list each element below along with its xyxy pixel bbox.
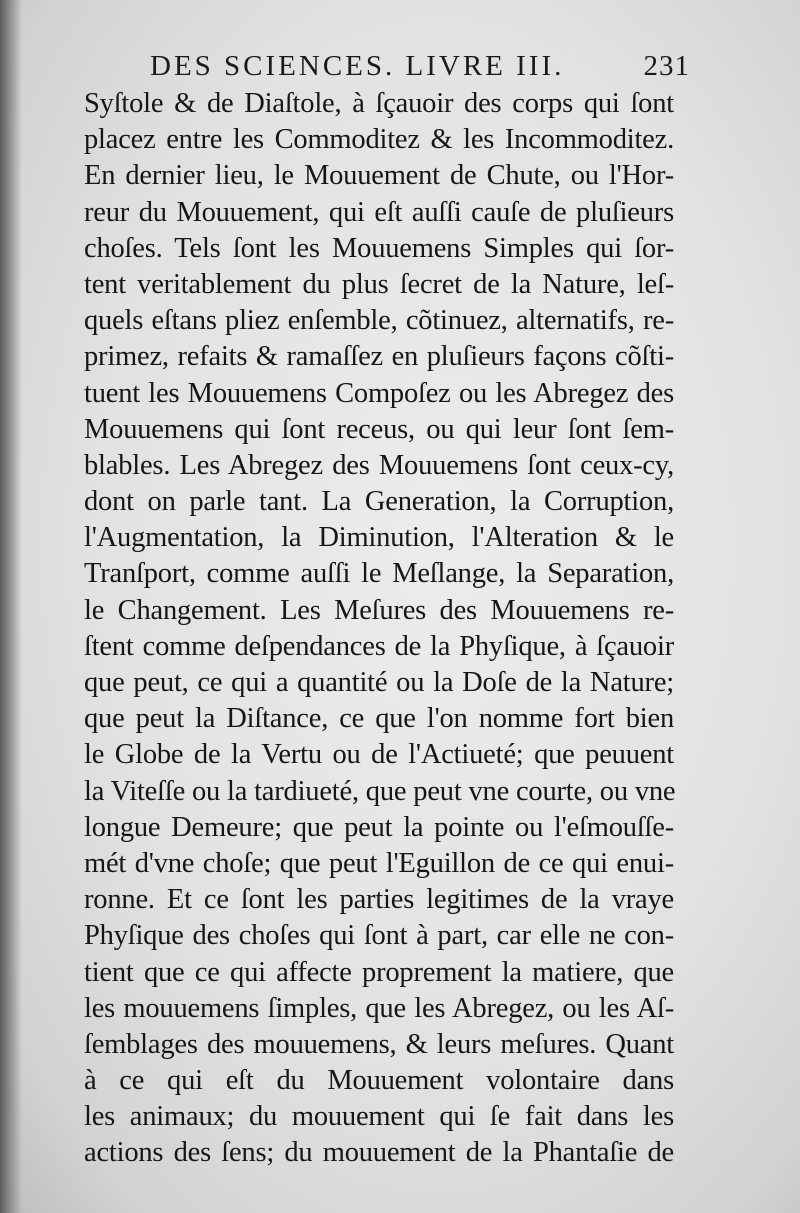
text-line: le Globe de la Vertu ou de l'Actiueté; que peuuent — [84, 739, 674, 771]
text-line: ronne. Et ce ſont les parties legitimes de la vraye — [84, 884, 674, 916]
text-line: Phyſique des choſes qui ſont à part, car elle ne con- — [84, 920, 674, 952]
text-line: ſtent comme deſpendances de la Phyſique, à ſçauoir — [84, 630, 674, 662]
text-line: dont on parle tant. La Generation, la Corruption, — [84, 486, 674, 518]
text-line: la Viteſſe ou la tardiueté, que peut vne courte, ou vne — [84, 775, 676, 807]
text-line: actions des ſens; du mouuement de la Phantaſie de — [84, 1137, 674, 1169]
text-line: quels eſtans pliez enſemble, cõtinuez, alternatifs, re- — [84, 305, 674, 337]
text-line: les animaux; du mouuement qui ſe fait dans les — [84, 1101, 674, 1133]
text-line: En dernier lieu, le Mouuement de Chute, ou l'Hor- — [84, 160, 674, 192]
text-line: ſemblages des mouuemens, & leurs meſures. Quant — [84, 1028, 674, 1060]
text-line: mét d'vne choſe; que peut l'Eguillon de ce qui enui- — [84, 847, 674, 879]
page-number: 231 — [643, 50, 690, 82]
text-line: que peut la Diſtance, ce que l'on nomme fort bien — [84, 703, 674, 735]
text-line: les mouuemens ſimples, que les Abregez, ou les Aſ- — [84, 992, 674, 1024]
text-line: Mouuemens qui ſont receus, ou qui leur ſont ſem- — [84, 413, 674, 445]
running-head-title: DES SCIENCES. LIVRE III. — [150, 50, 565, 82]
text-line: primez, refaits & ramaſſez en pluſieurs façons cõſti- — [84, 341, 674, 373]
text-line: placez entre les Commoditez & les Incommoditez. — [84, 124, 674, 156]
running-head — [150, 50, 690, 90]
text-line: à ce qui eſt du Mouuement volontaire dans — [84, 1065, 674, 1097]
text-line: tent veritablement du plus ſecret de la Nature, leſ- — [84, 268, 674, 300]
text-line: choſes. Tels ſont les Mouuemens Simples qui ſor- — [84, 232, 674, 264]
text-line: Tranſport, comme auſſi le Meſlange, la Separation, — [84, 558, 674, 590]
text-line: que peut, ce qui a quantité ou la Doſe de la Nature; — [84, 667, 674, 698]
text-line: reur du Mouuement, qui eſt auſſi cauſe de pluſieurs — [84, 196, 674, 228]
text-line: longue Demeure; que peut la pointe ou l'eſmouſſe- — [84, 811, 674, 843]
text-line: Syſtole & de Diaſtole, à ſçauoir des corps qui ſont — [84, 88, 674, 119]
text-line: tient que ce qui affecte proprement la matiere, que — [84, 956, 674, 988]
binding-shadow — [0, 0, 22, 1213]
body-text — [84, 86, 674, 1172]
text-line: tuent les Mouuemens Compoſez ou les Abregez des — [84, 377, 674, 409]
text-line: l'Augmentation, la Diminution, l'Alteration & le — [84, 522, 674, 554]
text-line: blables. Les Abregez des Mouuemens ſont ceux-cy, — [84, 449, 674, 481]
text-line: le Changement. Les Meſures des Mouuemens re- — [84, 594, 674, 626]
